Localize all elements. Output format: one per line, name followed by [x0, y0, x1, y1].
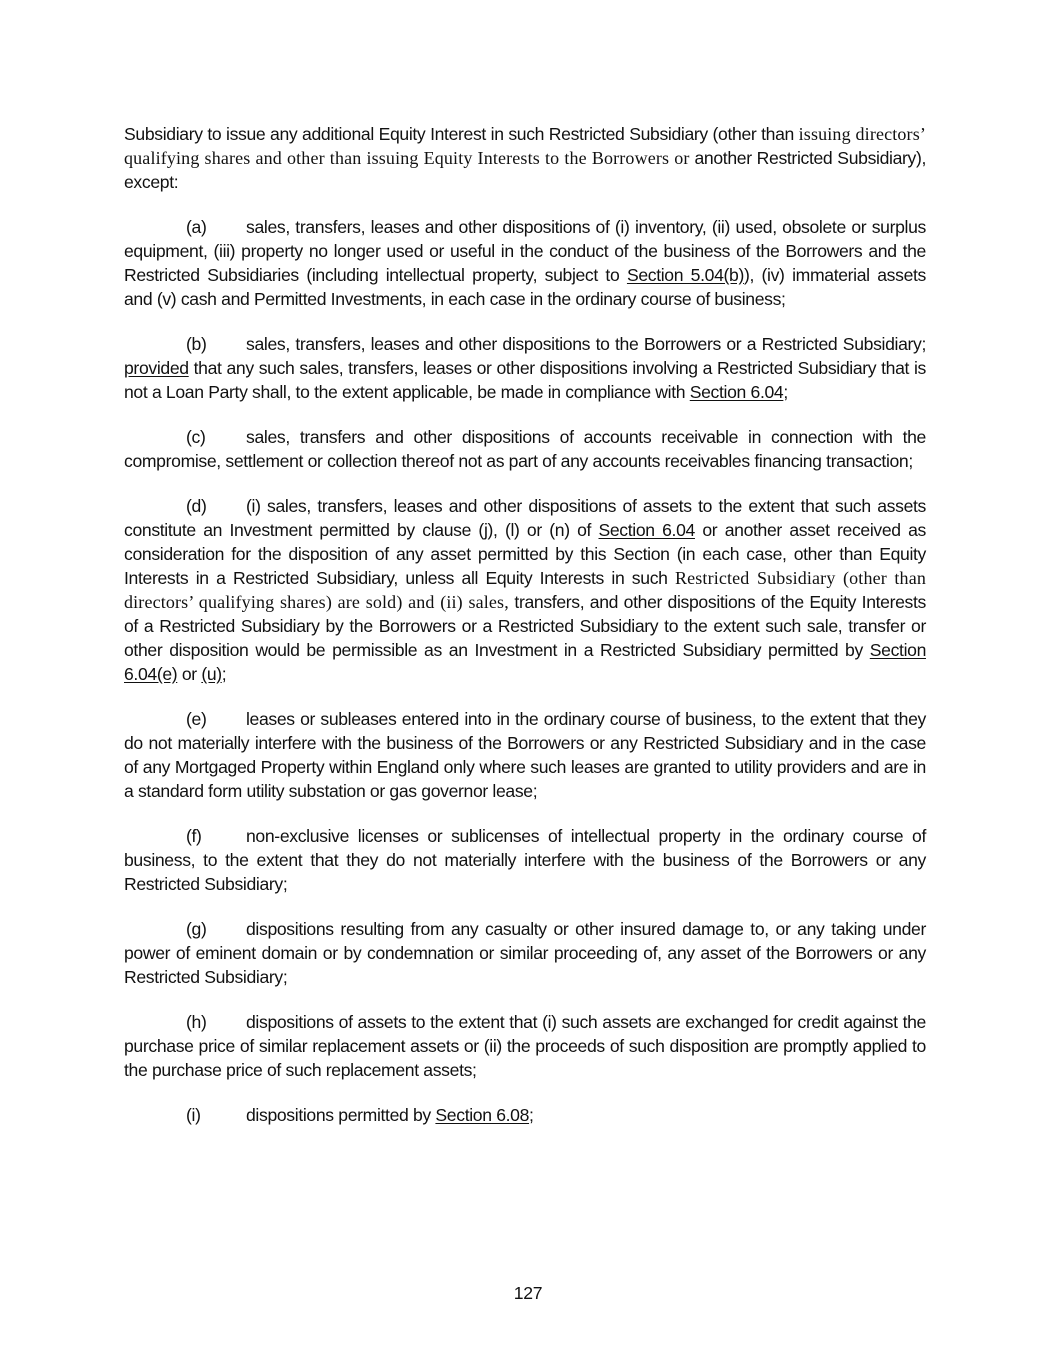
clause-text: (i) sales, transfers, leases and other dispositions of assets to the extent that such assets constitute an Investment permitted by clause (j), (l) or (n) of: [124, 496, 926, 540]
clause-label: (h): [186, 1012, 207, 1032]
intro-paragraph: [124, 122, 926, 194]
clause-text: sales, transfers and other dispositions of accounts receivable in connection with the compromise, settlement or collection thereof not as part of any accounts receivables financing transaction;: [124, 427, 926, 471]
document-page: [124, 122, 926, 1148]
clause-e: [124, 707, 926, 803]
clause-text: dispositions permitted by: [246, 1105, 436, 1125]
section-reference-link[interactable]: Section 6.04: [598, 520, 695, 540]
clause-label: (d): [186, 496, 207, 516]
clause-d: [124, 494, 926, 686]
clause-label: (a): [186, 217, 207, 237]
clause-g: [124, 917, 926, 989]
clause-text: or another asset received as consideration for the disposition of any asset permitted by this Section (in each case, other than Equity Interests in a Restricted Subsidiary, unless all Equity Interests in such: [124, 520, 926, 588]
clause-label: (e): [186, 709, 207, 729]
page-number: 127: [513, 1283, 543, 1303]
clause-text: non-exclusive licenses or sublicenses of intellectual property in the ordinary course of business, to the extent that they do not materially interfere with the business of the Borrowers or any Restricted Subsidiary;: [124, 826, 926, 894]
clause-label: (f): [186, 826, 202, 846]
section-reference-link[interactable]: Section 6.04(e): [124, 640, 926, 684]
section-reference-link[interactable]: Section 6.08: [435, 1105, 530, 1125]
clause-label: (b): [186, 334, 207, 354]
section-reference-link[interactable]: (u): [201, 664, 222, 684]
clause-text: or: [177, 664, 202, 684]
clause-label: (g): [186, 919, 207, 939]
section-reference-link[interactable]: Section 5.04(b): [626, 265, 744, 285]
clause-i: [124, 1103, 926, 1127]
clause-text: leases or subleases entered into in the ordinary course of business, to the extent that they do not materially interfere with the business of the Borrowers or any Restricted Subsidiary and in the case of any Mortgaged Property within England only where such leases are granted to utility providers and are in a standard form utility substation or gas governor lease;: [124, 709, 926, 801]
clause-text: sales, transfers, leases and other dispositions of (i) inventory, (ii) used, obsolete or surplus equipment, (iii) property no longer used or useful in the conduct of the business of the Borrowers and the Restricted Subsidiaries (including intellectual property, subject to: [124, 217, 926, 285]
clause-text: dispositions of assets to the extent that (i) such assets are exchanged for credit against the purchase price of similar replacement assets or (ii) the proceeds of such disposition are promptly applied to the purchase price of such replacement assets;: [124, 1012, 926, 1080]
clause-b: [124, 332, 926, 404]
intro-line-1: Subsidiary to issue any additional Equity Interest in such Restricted Subsidiary (other than: [124, 124, 794, 144]
clause-c: [124, 425, 926, 473]
clause-text: ;: [529, 1105, 534, 1125]
intro-line-3: another Restricted Subsidiary), except:: [124, 148, 927, 192]
intro-line-2: issuing directors’ qualifying shares and other than issuing Equity Interests to the Borrowers or: [124, 124, 926, 168]
provided-term: provided: [124, 358, 189, 378]
clause-h: [124, 1010, 926, 1082]
section-reference-link[interactable]: Section 6.04: [689, 382, 784, 402]
clause-f: [124, 824, 926, 896]
clause-text: sales, transfers, leases and other dispositions to the Borrowers or a Restricted Subsidiary;: [246, 334, 926, 354]
clause-a: [124, 215, 926, 311]
clause-text-serif: Restricted Subsidiary (other than directors’ qualifying shares) are sold) and (ii) sales,: [124, 568, 926, 612]
clause-label: (c): [186, 427, 206, 447]
clause-text: ;: [783, 382, 788, 402]
clause-text: that any such sales, transfers, leases or other dispositions involving a Restricted Subsidiary that is not a Loan Party shall, to the extent applicable, be made in compliance with: [124, 358, 926, 402]
clause-text: dispositions resulting from any casualty or other insured damage to, or any taking under power of eminent domain or by condemnation or similar proceeding of, any asset of the Borrowers or any Restricted Subsidiary;: [124, 919, 926, 987]
clause-label: (i): [186, 1105, 201, 1125]
clause-text: ;: [221, 664, 227, 684]
clause-text: ), (iv) immaterial assets and (v) cash and Permitted Investments, in each case in the ordinary course of business;: [124, 265, 926, 309]
clause-text: transfers, and other dispositions of the Equity Interests of a Restricted Subsidiary by the Borrowers or a Restricted Subsidiary to the extent such sale, transfer or other disposition would be permissible as an Investment in a Restricted Subsidiary permitted by: [124, 592, 926, 660]
